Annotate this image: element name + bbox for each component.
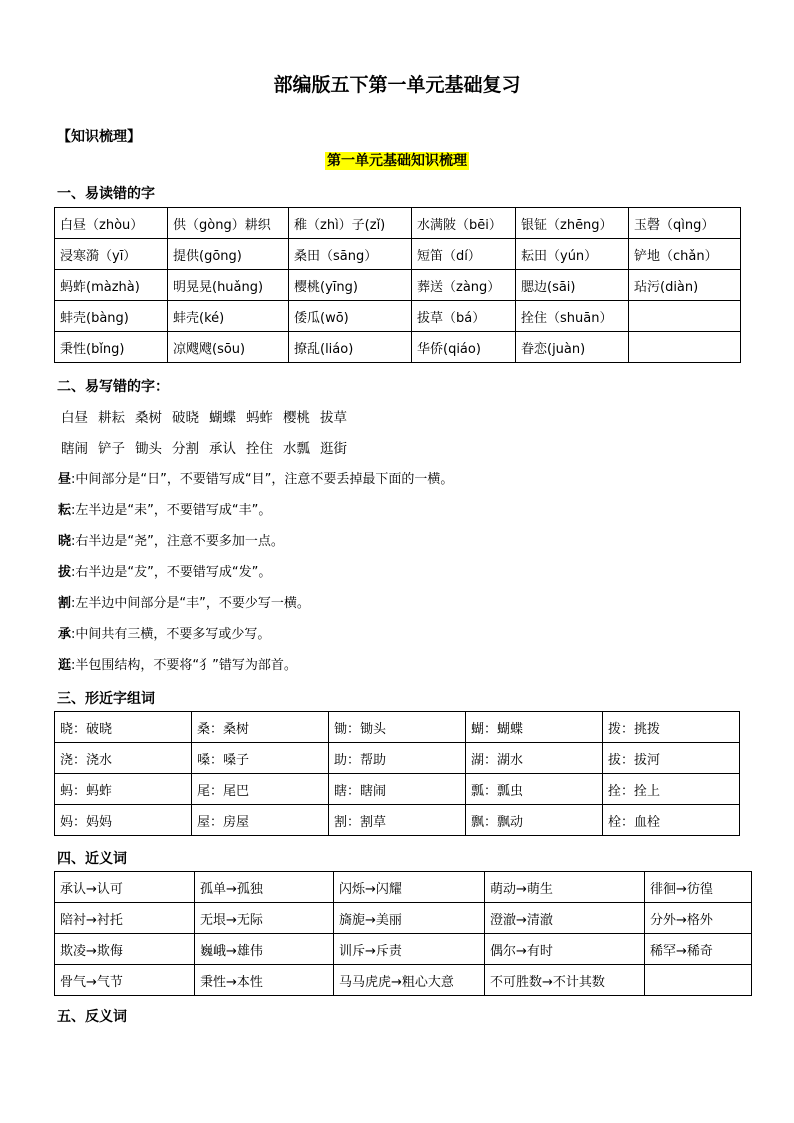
table-cell: 晓：破晓 bbox=[55, 712, 192, 743]
easy-write-word: 分割 bbox=[172, 441, 199, 457]
note-char: 耘 bbox=[58, 503, 72, 518]
table-cell: 屋：房屋 bbox=[192, 805, 329, 836]
table-cell: 蝴：蝴蝶 bbox=[466, 712, 603, 743]
table-cell: 蚌壳(ké) bbox=[168, 301, 289, 332]
section-heading-easy-read: 一、易读错的字 bbox=[57, 186, 155, 202]
note-char: 昼 bbox=[58, 472, 72, 487]
table-cell: 葬送（zàng） bbox=[412, 270, 516, 301]
similar-chars-table bbox=[54, 711, 740, 836]
table-cell: 玉磬（qìng） bbox=[629, 208, 741, 239]
table-cell: 拔草（bá） bbox=[412, 301, 516, 332]
table-cell: 瓢：瓢虫 bbox=[466, 774, 603, 805]
easy-read-row bbox=[55, 208, 741, 239]
spelling-note bbox=[58, 654, 297, 673]
table-cell: 华侨(qiáo) bbox=[412, 332, 516, 363]
table-cell: 白昼（zhòu） bbox=[55, 208, 168, 239]
note-text: :中间部分是“日”，不要错写成“目”，注意不要丢掉最下面的一横。 bbox=[71, 472, 454, 487]
easy-read-row bbox=[55, 332, 741, 363]
easy-write-word: 拴住 bbox=[246, 441, 273, 457]
table-cell: 嗓：嗓子 bbox=[192, 743, 329, 774]
note-char: 晓 bbox=[58, 534, 72, 549]
table-cell: 桑：桑树 bbox=[192, 712, 329, 743]
table-cell: 欺凌→欺侮 bbox=[55, 934, 195, 965]
table-cell: 耘田（yún） bbox=[516, 239, 629, 270]
easy-write-word: 蝴蝶 bbox=[209, 410, 236, 426]
easy-write-line-2 bbox=[61, 437, 357, 457]
table-cell: 腮边(sāi) bbox=[516, 270, 629, 301]
easy-write-word: 瞎闹 bbox=[61, 441, 88, 457]
synonyms-row bbox=[55, 965, 752, 996]
table-cell: 训斥→斥责 bbox=[334, 934, 485, 965]
table-cell: 马马虎虎→粗心大意 bbox=[334, 965, 485, 996]
easy-write-word: 蚂蚱 bbox=[246, 410, 273, 426]
table-cell: 陪衬→衬托 bbox=[55, 903, 195, 934]
synonyms-row bbox=[55, 903, 752, 934]
table-cell: 骨气→气节 bbox=[55, 965, 195, 996]
easy-write-word: 破晓 bbox=[172, 410, 199, 426]
spelling-note bbox=[58, 530, 284, 549]
easy-read-row bbox=[55, 301, 741, 332]
easy-write-word: 锄头 bbox=[135, 441, 162, 457]
table-cell: 明晃晃(huǎng) bbox=[168, 270, 289, 301]
table-cell: 拨：挑拨 bbox=[603, 712, 740, 743]
table-cell: 萌动→萌生 bbox=[485, 872, 645, 903]
page-title: 部编版五下第一单元基础复习 bbox=[273, 74, 521, 96]
table-cell: 澄澈→清澈 bbox=[485, 903, 645, 934]
table-cell: 眷恋(juàn) bbox=[516, 332, 629, 363]
note-char: 承 bbox=[58, 627, 72, 642]
table-cell: 孤单→孤独 bbox=[195, 872, 334, 903]
easy-write-word: 樱桃 bbox=[283, 410, 310, 426]
table-cell: 蚂：蚂蚱 bbox=[55, 774, 192, 805]
table-cell: 撩乱(liáo) bbox=[289, 332, 412, 363]
table-cell: 桑田（sāng） bbox=[289, 239, 412, 270]
synonyms-row bbox=[55, 872, 752, 903]
table-cell: 秉性(bǐng) bbox=[55, 332, 168, 363]
easy-write-word: 水瓢 bbox=[283, 441, 310, 457]
similar-chars-row bbox=[55, 712, 740, 743]
table-cell: 稀罕→稀奇 bbox=[645, 934, 752, 965]
note-text: :半包围结构，不要将“犭”错写为部首。 bbox=[71, 658, 297, 673]
note-char: 逛 bbox=[58, 658, 72, 673]
easy-read-table bbox=[54, 207, 741, 363]
table-cell: 瞎：瞎闹 bbox=[329, 774, 466, 805]
synonyms-row bbox=[55, 934, 752, 965]
easy-write-word: 白昼 bbox=[61, 410, 88, 426]
spelling-note bbox=[58, 499, 271, 518]
table-cell: 拴住（shuān） bbox=[516, 301, 629, 332]
easy-write-word: 逛街 bbox=[320, 441, 347, 457]
table-cell: 玷污(diàn) bbox=[629, 270, 741, 301]
note-text: :右半边是“尧”，注意不要多加一点。 bbox=[71, 534, 284, 549]
table-cell: 蚂蚱(màzhà) bbox=[55, 270, 168, 301]
highlight-heading: 第一单元基础知识梳理 bbox=[327, 153, 467, 169]
synonyms-table bbox=[54, 871, 752, 996]
table-cell: 妈：妈妈 bbox=[55, 805, 192, 836]
table-cell: 拔：拔河 bbox=[603, 743, 740, 774]
table-cell: 不可胜数→不计其数 bbox=[485, 965, 645, 996]
table-cell: 锄：锄头 bbox=[329, 712, 466, 743]
table-cell: 偶尔→有时 bbox=[485, 934, 645, 965]
table-cell: 蚌壳(bàng) bbox=[55, 301, 168, 332]
easy-write-word: 耕耘 bbox=[98, 410, 125, 426]
table-cell: 水满陂（bēi） bbox=[412, 208, 516, 239]
table-cell: 凉飕飕(sōu) bbox=[168, 332, 289, 363]
similar-chars-row bbox=[55, 774, 740, 805]
note-text: :左半边中间部分是“丰”，不要少写一横。 bbox=[71, 596, 310, 611]
table-cell: 提供(gōng) bbox=[168, 239, 289, 270]
table-cell: 尾：尾巴 bbox=[192, 774, 329, 805]
table-cell: 割：割草 bbox=[329, 805, 466, 836]
table-cell bbox=[629, 301, 741, 332]
table-cell: 短笛（dí） bbox=[412, 239, 516, 270]
spelling-note bbox=[58, 468, 453, 487]
note-char: 割 bbox=[58, 596, 72, 611]
table-cell: 拴：拴上 bbox=[603, 774, 740, 805]
table-cell: 倭瓜(wō) bbox=[289, 301, 412, 332]
similar-chars-row bbox=[55, 743, 740, 774]
table-cell bbox=[629, 332, 741, 363]
easy-write-word: 承认 bbox=[209, 441, 236, 457]
table-cell: 供（gòng）耕织 bbox=[168, 208, 289, 239]
spelling-note bbox=[58, 592, 310, 611]
table-cell: 徘徊→彷徨 bbox=[645, 872, 752, 903]
easy-write-word: 铲子 bbox=[98, 441, 125, 457]
table-cell: 闪烁→闪耀 bbox=[334, 872, 485, 903]
spelling-note bbox=[58, 623, 270, 642]
note-text: :右半边是“犮”，不要错写成“发”。 bbox=[71, 565, 272, 580]
easy-write-word: 拔草 bbox=[320, 410, 347, 426]
table-cell: 分外→格外 bbox=[645, 903, 752, 934]
table-cell: 浇：浇水 bbox=[55, 743, 192, 774]
table-cell: 承认→认可 bbox=[55, 872, 195, 903]
note-text: :中间共有三横，不要多写或少写。 bbox=[71, 627, 271, 642]
table-cell: 飘：飘动 bbox=[466, 805, 603, 836]
table-cell: 巍峨→雄伟 bbox=[195, 934, 334, 965]
table-cell: 栓：血栓 bbox=[603, 805, 740, 836]
table-cell bbox=[645, 965, 752, 996]
easy-write-word: 桑树 bbox=[135, 410, 162, 426]
highlight-heading-row bbox=[0, 150, 794, 170]
table-cell: 旖旎→美丽 bbox=[334, 903, 485, 934]
spelling-note bbox=[58, 561, 271, 580]
note-text: :左半边是“耒”，不要错写成“丰”。 bbox=[71, 503, 272, 518]
table-cell: 湖：湖水 bbox=[466, 743, 603, 774]
table-cell: 铲地（chǎn） bbox=[629, 239, 741, 270]
easy-read-row bbox=[55, 270, 741, 301]
table-cell: 秉性→本性 bbox=[195, 965, 334, 996]
similar-chars-row bbox=[55, 805, 740, 836]
easy-read-row bbox=[55, 239, 741, 270]
table-cell: 无垠→无际 bbox=[195, 903, 334, 934]
knowledge-label: 【知识梳理】 bbox=[57, 129, 141, 145]
table-cell: 浸寒漪（yī） bbox=[55, 239, 168, 270]
section-heading-synonyms: 四、近义词 bbox=[57, 851, 127, 867]
table-cell: 樱桃(yīng) bbox=[289, 270, 412, 301]
section-heading-antonyms: 五、反义词 bbox=[57, 1009, 127, 1025]
table-cell: 稚（zhì）子(zǐ) bbox=[289, 208, 412, 239]
note-char: 拔 bbox=[58, 565, 72, 580]
section-heading-similar-chars: 三、形近字组词 bbox=[57, 691, 155, 707]
table-cell: 助：帮助 bbox=[329, 743, 466, 774]
table-cell: 银钲（zhēng） bbox=[516, 208, 629, 239]
section-heading-easy-write: 二、易写错的字： bbox=[57, 379, 169, 395]
easy-write-line-1 bbox=[61, 406, 357, 426]
